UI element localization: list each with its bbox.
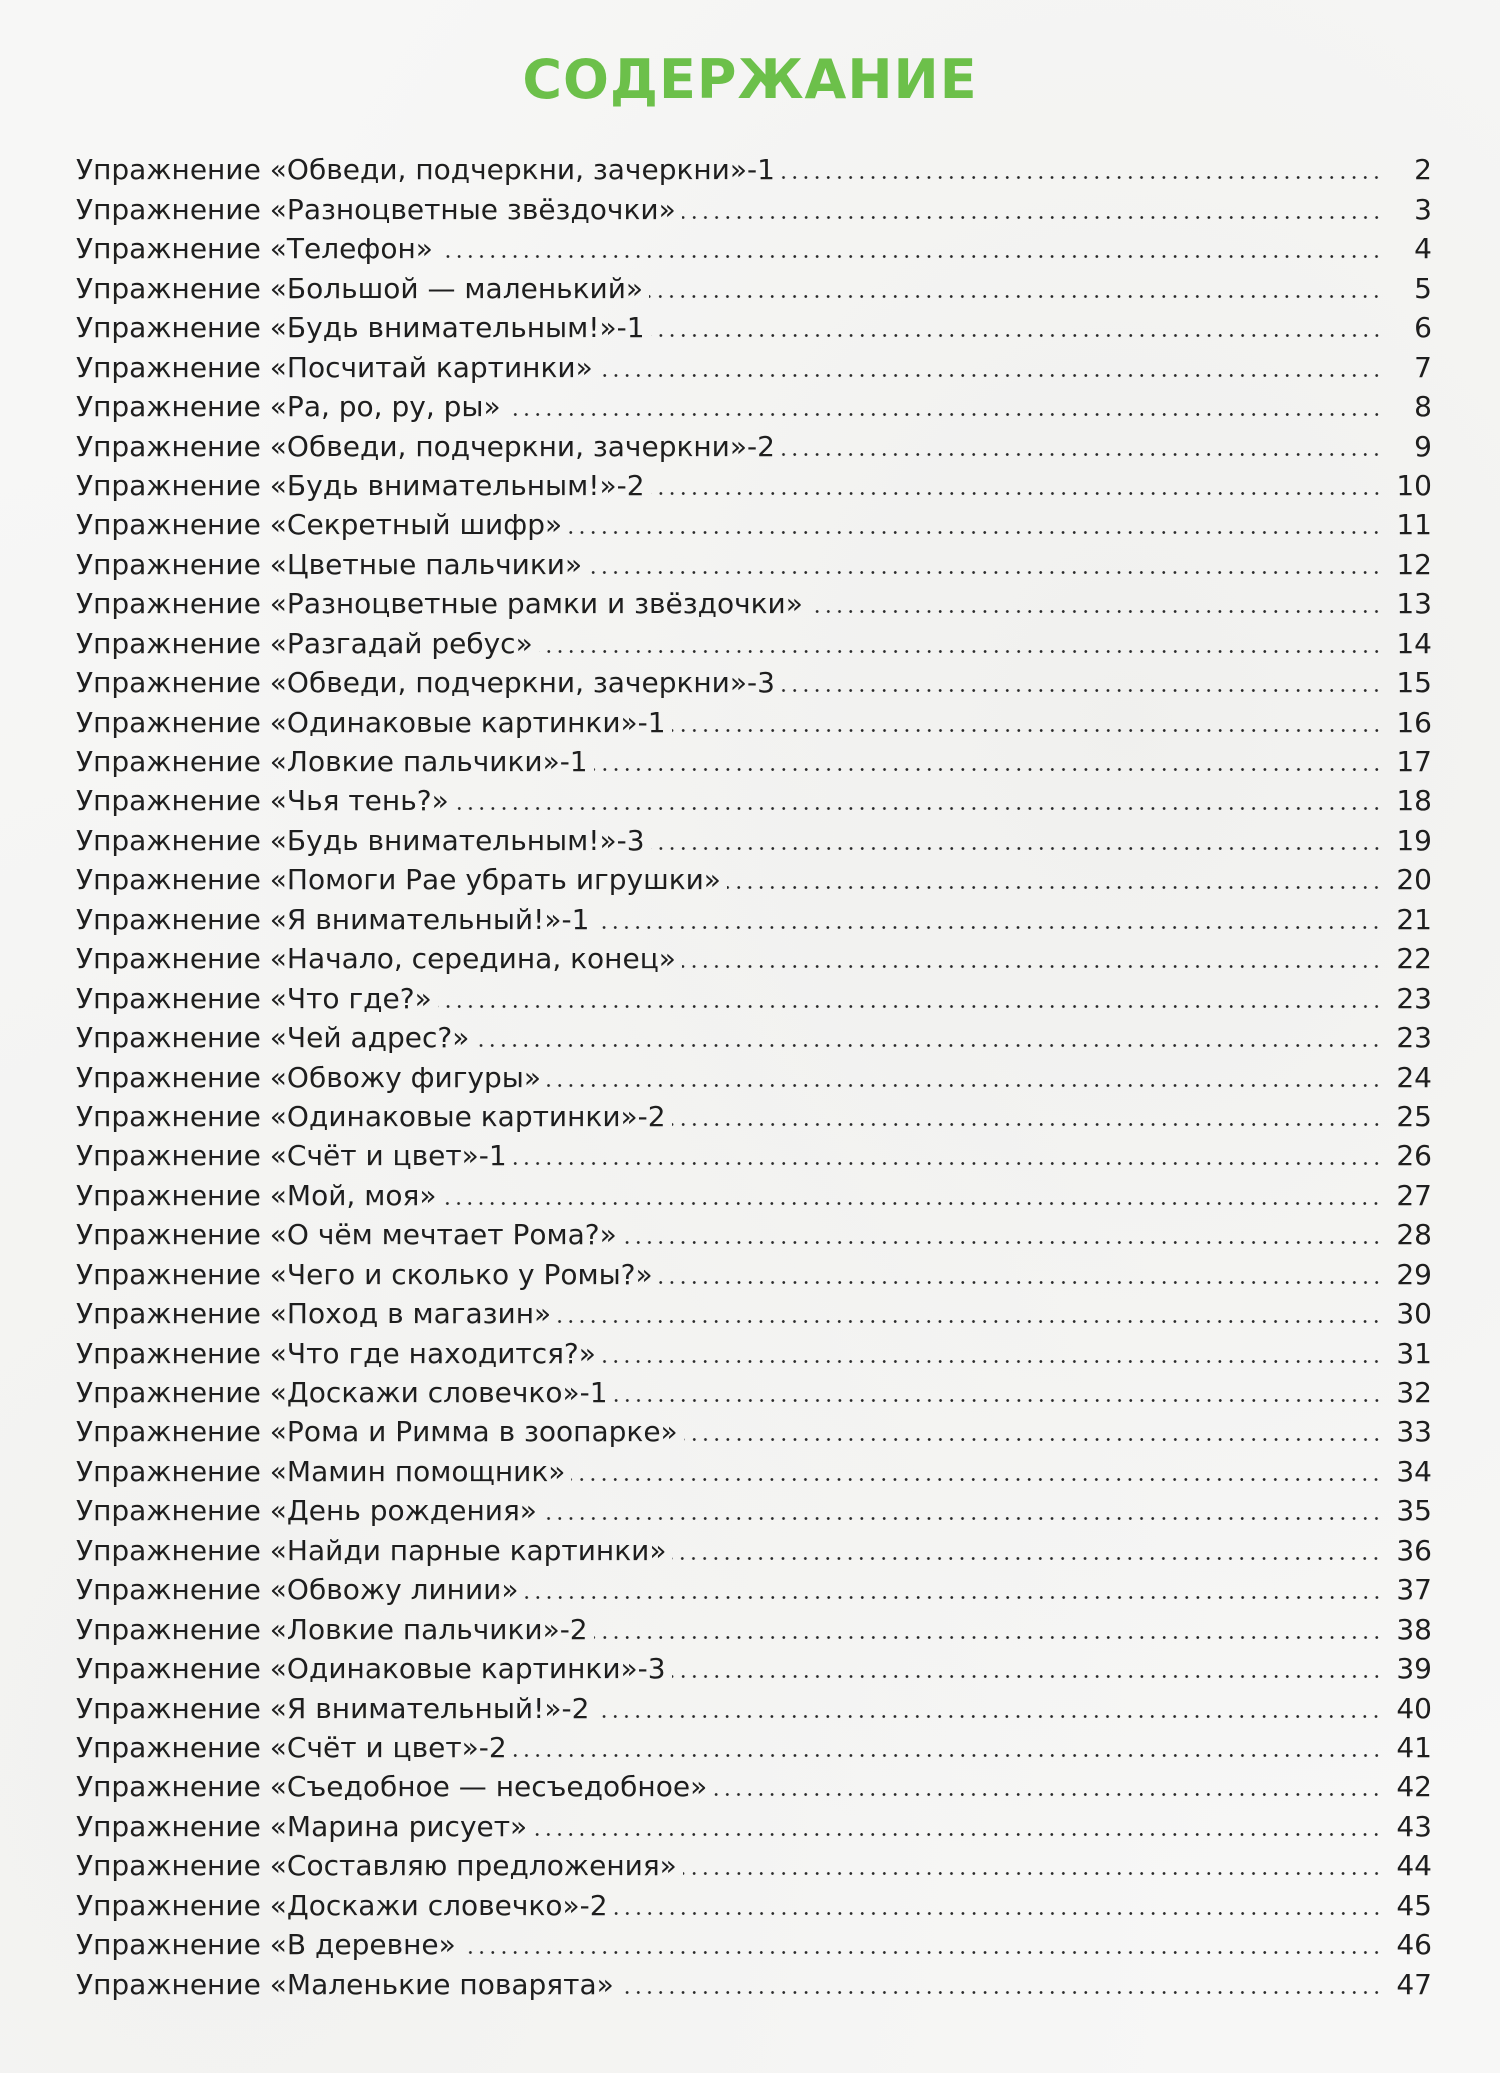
toc-entry — [76, 899, 1432, 938]
toc-entry-title — [76, 1255, 659, 1294]
toc-entry-prefix: Упражнение — [76, 626, 261, 660]
toc-entry-title — [76, 900, 595, 939]
toc-page-number: 2 — [1414, 153, 1432, 187]
toc-entry — [76, 978, 1432, 1017]
toc-dot-leader — [595, 926, 1382, 929]
toc-entry-title — [76, 1097, 672, 1136]
toc-entry — [76, 1215, 1432, 1254]
toc-entry-name: «Обвожу линии» — [269, 1573, 519, 1607]
toc-entry-name: «Начало, середина, конец» — [269, 942, 676, 976]
toc-entry-name: «Поход в магазин» — [269, 1297, 552, 1331]
toc-entry — [76, 1412, 1432, 1451]
toc-entry-title — [76, 1373, 614, 1412]
toc-page-number: 3 — [1414, 192, 1432, 226]
toc-entry — [76, 308, 1432, 347]
toc-entry-prefix: Упражнение — [76, 192, 261, 226]
toc-entry-prefix: Упражнение — [76, 981, 261, 1015]
toc-entry-prefix: Упражнение — [76, 823, 261, 857]
toc-entry-title — [76, 1215, 623, 1254]
toc-entry-prefix: Упражнение — [76, 1928, 261, 1962]
toc-entry-name: «В деревне» — [269, 1928, 456, 1962]
toc-entry-title — [76, 860, 727, 899]
toc-page-number: 21 — [1396, 902, 1432, 936]
toc-entry-name: «Я внимательный!»-2 — [269, 1691, 590, 1725]
toc-entry-name: «Обведи, подчеркни, зачеркни»-3 — [269, 666, 775, 700]
toc-entry-prefix: Упражнение — [76, 1021, 261, 1055]
toc-entry-title — [76, 979, 438, 1018]
toc-page-number: 42 — [1396, 1770, 1432, 1804]
toc-entry — [76, 466, 1432, 505]
toc-entry — [76, 1964, 1432, 2003]
table-of-contents — [76, 150, 1432, 2004]
toc-entry-title — [76, 1412, 684, 1451]
toc-entry — [76, 1925, 1432, 1964]
toc-page-number: 30 — [1396, 1297, 1432, 1331]
toc-entry-title — [76, 1767, 713, 1806]
toc-entry-name: «О чём мечтает Рома?» — [269, 1218, 617, 1252]
toc-page-number: 8 — [1414, 390, 1432, 424]
toc-dot-leader — [659, 1281, 1382, 1284]
toc-entry-name: «Счёт и цвет»-1 — [269, 1139, 507, 1173]
toc-entry — [76, 387, 1432, 426]
toc-entry-name: «Маленькие поварята» — [269, 1967, 614, 2001]
toc-entry-prefix: Упражнение — [76, 784, 261, 818]
toc-entry-title — [76, 1531, 672, 1570]
toc-page-number: 23 — [1396, 981, 1432, 1015]
toc-entry-name: «Цветные пальчики» — [269, 547, 583, 581]
toc-entry-name: «Что где?» — [269, 981, 432, 1015]
toc-dot-leader — [651, 334, 1382, 337]
toc-entry-prefix: Упражнение — [76, 1730, 261, 1764]
toc-entry-prefix: Упражнение — [76, 1178, 261, 1212]
toc-entry — [76, 742, 1432, 781]
toc-entry-name: «Телефон» — [269, 232, 433, 266]
toc-entry-prefix: Упражнение — [76, 1888, 261, 1922]
toc-entry — [76, 1846, 1432, 1885]
toc-page-number: 14 — [1396, 626, 1432, 660]
toc-entry — [76, 1451, 1432, 1490]
toc-entry-title — [76, 781, 455, 820]
toc-page-number: 36 — [1396, 1533, 1432, 1567]
toc-entry-prefix: Упражнение — [76, 429, 261, 463]
toc-entry-prefix: Упражнение — [76, 232, 261, 266]
toc-entry — [76, 1609, 1432, 1648]
toc-entry — [76, 1806, 1432, 1845]
toc-entry-prefix: Упражнение — [76, 1770, 261, 1804]
toc-entry-name: «Будь внимательным!»-2 — [269, 468, 645, 502]
toc-entry — [76, 268, 1432, 307]
toc-entry-prefix: Упражнение — [76, 1849, 261, 1883]
toc-page-number: 18 — [1396, 784, 1432, 818]
toc-entry-title — [76, 1886, 614, 1925]
toc-page-number: 43 — [1396, 1809, 1432, 1843]
toc-entry-prefix: Упражнение — [76, 153, 261, 187]
toc-entry-prefix: Упражнение — [76, 1139, 261, 1173]
toc-entry-prefix: Упражнение — [76, 1612, 261, 1646]
toc-entry-name: «День рождения» — [269, 1494, 537, 1528]
toc-dot-leader — [713, 1793, 1382, 1796]
toc-page-number: 10 — [1396, 468, 1432, 502]
toc-entry — [76, 781, 1432, 820]
toc-entry — [76, 584, 1432, 623]
toc-page-number: 39 — [1396, 1652, 1432, 1686]
toc-dot-leader — [439, 255, 1382, 258]
toc-entry — [76, 663, 1432, 702]
toc-page-number: 35 — [1396, 1494, 1432, 1528]
toc-entry-prefix: Упражнение — [76, 666, 261, 700]
toc-entry — [76, 544, 1432, 583]
toc-page-number: 5 — [1414, 271, 1432, 305]
toc-page-number: 25 — [1396, 1099, 1432, 1133]
toc-page-number: 22 — [1396, 942, 1432, 976]
toc-dot-leader — [672, 729, 1382, 732]
toc-page-number: 13 — [1396, 587, 1432, 621]
toc-dot-leader — [475, 1044, 1382, 1047]
toc-dot-leader — [525, 1596, 1383, 1599]
toc-page-number: 28 — [1396, 1218, 1432, 1252]
toc-dot-leader — [614, 1912, 1382, 1915]
toc-entry — [76, 623, 1432, 662]
toc-dot-leader — [568, 531, 1382, 534]
toc-entry-name: «Ра, ро, ру, ры» — [269, 390, 501, 424]
toc-entry-name: «Доскажи словечко»-1 — [269, 1376, 608, 1409]
toc-entry-prefix: Упражнение — [76, 1454, 261, 1488]
toc-page-number: 44 — [1396, 1849, 1432, 1883]
toc-entry-title — [76, 1018, 475, 1057]
toc-dot-leader — [672, 1557, 1382, 1560]
toc-entry — [76, 1649, 1432, 1688]
toc-dot-leader — [781, 689, 1382, 692]
toc-page-number: 17 — [1396, 745, 1432, 778]
toc-entry-title — [76, 821, 651, 860]
toc-dot-leader — [614, 1399, 1382, 1402]
toc-entry-prefix: Упражнение — [76, 1573, 261, 1607]
toc-dot-leader — [672, 1675, 1382, 1678]
toc-entry — [76, 1767, 1432, 1806]
toc-heading: СОДЕРЖАНИЕ — [522, 48, 978, 111]
toc-dot-leader — [672, 1123, 1382, 1126]
toc-entry-prefix: Упражнение — [76, 1257, 261, 1291]
toc-page-number: 9 — [1414, 429, 1432, 463]
toc-dot-leader — [682, 965, 1382, 968]
toc-dot-leader — [543, 1517, 1382, 1520]
toc-dot-leader — [557, 1320, 1382, 1323]
toc-entry-prefix: Упражнение — [76, 468, 261, 502]
toc-entry-prefix: Упражнение — [76, 902, 261, 936]
toc-dot-leader — [781, 176, 1382, 179]
toc-page-number: 40 — [1396, 1691, 1432, 1725]
toc-entry — [76, 1728, 1432, 1767]
toc-entry-title — [76, 545, 588, 584]
toc-dot-leader — [571, 1478, 1382, 1481]
toc-entry — [76, 347, 1432, 386]
toc-dot-leader — [602, 1360, 1382, 1363]
toc-entry — [76, 1570, 1432, 1609]
toc-entry-name: «Ловкие пальчики»-1 — [269, 745, 588, 778]
toc-entry-prefix: Упражнение — [76, 1415, 261, 1449]
toc-entry-name: «Обведи, подчеркни, зачеркни»-2 — [269, 429, 775, 463]
toc-entry — [76, 229, 1432, 268]
toc-entry — [76, 1333, 1432, 1372]
toc-dot-leader — [595, 1715, 1382, 1718]
toc-entry-name: «Разгадай ребус» — [269, 626, 533, 660]
toc-page-number: 20 — [1396, 863, 1432, 897]
toc-entry-prefix: Упражнение — [76, 311, 261, 345]
toc-dot-leader — [588, 571, 1382, 574]
toc-entry — [76, 1136, 1432, 1175]
toc-page-number: 31 — [1396, 1336, 1432, 1370]
toc-page-number: 41 — [1396, 1730, 1432, 1764]
toc-dot-leader — [462, 1951, 1382, 1954]
toc-page-number: 45 — [1396, 1888, 1432, 1922]
toc-dot-leader — [533, 1833, 1382, 1836]
toc-entry-prefix: Упражнение — [76, 1376, 261, 1409]
toc-entry-name: «Съедобное — несъедобное» — [269, 1770, 708, 1804]
toc-entry-title — [76, 703, 672, 742]
toc-entry-name: «Секретный шифр» — [269, 508, 563, 542]
toc-entry-title — [76, 1689, 595, 1728]
toc-entry-prefix: Упражнение — [76, 863, 261, 897]
toc-entry-prefix: Упражнение — [76, 1336, 261, 1370]
toc-entry-name: «Я внимательный!»-1 — [269, 902, 590, 936]
toc-entry-prefix: Упражнение — [76, 1218, 261, 1252]
toc-entry-title — [76, 1610, 594, 1649]
toc-entry-name: «Составляю предложения» — [269, 1849, 677, 1883]
toc-entry — [76, 1885, 1432, 1924]
toc-entry-title — [76, 1294, 557, 1333]
toc-entry-name: «Будь внимательным!»-1 — [269, 311, 645, 345]
toc-entry-title — [76, 1491, 543, 1530]
toc-entry-name: «Одинаковые картинки»-3 — [269, 1652, 666, 1686]
toc-page-number: 12 — [1396, 547, 1432, 581]
toc-page-number: 6 — [1414, 311, 1432, 345]
toc-entry-title — [76, 1176, 442, 1215]
toc-entry-title — [76, 1136, 513, 1175]
toc-page-number: 26 — [1396, 1139, 1432, 1173]
toc-entry — [76, 426, 1432, 465]
toc-entry — [76, 189, 1432, 228]
toc-page-number: 7 — [1414, 350, 1432, 384]
toc-dot-leader — [513, 1754, 1382, 1757]
toc-entry-title — [76, 1807, 533, 1846]
toc-entry-title — [76, 1728, 513, 1767]
toc-entry-prefix: Упражнение — [76, 705, 261, 739]
toc-entry-name: «Мамин помощник» — [269, 1454, 566, 1488]
toc-entry — [76, 702, 1432, 741]
toc-entry-name: «Чего и сколько у Ромы?» — [269, 1257, 653, 1291]
toc-entry-prefix: Упражнение — [76, 1691, 261, 1725]
toc-entry-name: «Большой — маленький» — [269, 271, 644, 305]
toc-entry — [76, 1491, 1432, 1530]
toc-dot-leader — [442, 1202, 1382, 1205]
toc-entry-name: «Ловкие пальчики»-2 — [269, 1612, 588, 1646]
toc-entry — [76, 1530, 1432, 1569]
toc-dot-leader — [455, 807, 1382, 810]
toc-entry-title — [76, 190, 682, 229]
toc-entry-prefix: Упражнение — [76, 1099, 261, 1133]
toc-entry-title — [76, 229, 439, 268]
toc-dot-leader — [513, 1162, 1382, 1165]
toc-entry — [76, 820, 1432, 859]
toc-entry-prefix: Упражнение — [76, 942, 261, 976]
toc-entry-title — [76, 742, 594, 781]
toc-entry-name: «Одинаковые картинки»-2 — [269, 1099, 666, 1133]
toc-page-number: 16 — [1396, 705, 1432, 739]
toc-dot-leader — [620, 1991, 1382, 1994]
toc-page-number: 47 — [1396, 1967, 1432, 2001]
toc-entry — [76, 1057, 1432, 1096]
toc-entry-prefix: Упражнение — [76, 587, 261, 621]
toc-dot-leader — [727, 886, 1382, 889]
toc-entry-name: «Разноцветные рамки и звёздочки» — [269, 587, 803, 621]
toc-dot-leader — [682, 216, 1382, 219]
toc-entry-title — [76, 387, 507, 426]
toc-page-number: 37 — [1396, 1573, 1432, 1607]
toc-entry-title — [76, 427, 781, 466]
toc-entry-title — [76, 1334, 602, 1373]
toc-dot-leader — [594, 768, 1382, 771]
toc-entry-prefix: Упражнение — [76, 745, 261, 778]
toc-entry — [76, 505, 1432, 544]
toc-entry-name: «Что где находится?» — [269, 1336, 596, 1370]
toc-entry-title — [76, 663, 781, 702]
toc-entry-name: «Доскажи словечко»-2 — [269, 1888, 608, 1922]
toc-entry-name: «Чья тень?» — [269, 784, 449, 818]
toc-page-number: 32 — [1396, 1376, 1432, 1409]
toc-entry-name: «Обвожу фигуры» — [269, 1060, 541, 1094]
toc-entry — [76, 1254, 1432, 1293]
toc-page-number: 38 — [1396, 1612, 1432, 1646]
toc-page-number: 19 — [1396, 823, 1432, 857]
toc-page-number: 46 — [1396, 1928, 1432, 1962]
toc-entry-prefix: Упражнение — [76, 350, 261, 384]
toc-dot-leader — [599, 374, 1382, 377]
toc-page-number: 4 — [1414, 232, 1432, 266]
toc-entry-title — [76, 584, 809, 623]
toc-dot-leader — [623, 1241, 1382, 1244]
toc-entry-prefix: Упражнение — [76, 390, 261, 424]
toc-dot-leader — [594, 1636, 1382, 1639]
toc-entry — [76, 1175, 1432, 1214]
toc-dot-leader — [547, 1084, 1382, 1087]
toc-page-number: 11 — [1396, 508, 1432, 542]
toc-page-number: 24 — [1396, 1060, 1432, 1094]
toc-entry-prefix: Упражнение — [76, 547, 261, 581]
toc-dot-leader — [438, 1005, 1382, 1008]
toc-entry-name: «Марина рисует» — [269, 1809, 528, 1843]
toc-entry-prefix: Упражнение — [76, 1297, 261, 1331]
toc-entry-name: «Помоги Рае убрать игрушки» — [269, 863, 721, 897]
toc-entry — [76, 150, 1432, 189]
toc-entry-title — [76, 1846, 683, 1885]
toc-entry-title — [76, 150, 781, 189]
toc-page-number: 33 — [1396, 1415, 1432, 1449]
toc-entry-name: «Разноцветные звёздочки» — [269, 192, 676, 226]
toc-entry-title — [76, 939, 682, 978]
toc-entry-prefix: Упражнение — [76, 508, 261, 542]
toc-dot-leader — [651, 492, 1382, 495]
toc-entry-prefix: Упражнение — [76, 1494, 261, 1528]
toc-entry-prefix: Упражнение — [76, 1060, 261, 1094]
toc-entry — [76, 860, 1432, 899]
toc-entry-title — [76, 624, 539, 663]
toc-dot-leader — [809, 610, 1382, 613]
toc-dot-leader — [651, 847, 1382, 850]
toc-entry-name: «Обведи, подчеркни, зачеркни»-1 — [269, 153, 775, 187]
toc-entry — [76, 1373, 1432, 1412]
toc-entry-prefix: Упражнение — [76, 1809, 261, 1843]
toc-entry-prefix: Упражнение — [76, 1967, 261, 2001]
toc-entry-title — [76, 269, 649, 308]
toc-entry-prefix: Упражнение — [76, 1652, 261, 1686]
toc-entry-name: «Счёт и цвет»-2 — [269, 1730, 507, 1764]
toc-page-number: 23 — [1396, 1021, 1432, 1055]
toc-entry-name: «Будь внимательным!»-3 — [269, 823, 645, 857]
toc-entry-prefix: Упражнение — [76, 1533, 261, 1567]
toc-dot-leader — [507, 413, 1382, 416]
toc-entry — [76, 1688, 1432, 1727]
toc-entry-title — [76, 466, 651, 505]
toc-entry-title — [76, 1058, 547, 1097]
toc-entry-name: «Рома и Римма в зоопарке» — [269, 1415, 678, 1449]
toc-dot-leader — [683, 1872, 1382, 1875]
toc-page-number: 15 — [1396, 666, 1432, 700]
toc-dot-leader — [539, 650, 1382, 653]
toc-entry-title — [76, 1965, 620, 2004]
toc-dot-leader — [781, 453, 1382, 456]
toc-dot-leader — [649, 295, 1382, 298]
toc-entry — [76, 939, 1432, 978]
toc-entry-title — [76, 348, 599, 387]
toc-entry-title — [76, 1649, 672, 1688]
toc-entry — [76, 1294, 1432, 1333]
toc-entry-name: «Одинаковые картинки»-1 — [269, 705, 666, 739]
toc-page-number: 29 — [1396, 1257, 1432, 1291]
toc-entry — [76, 1097, 1432, 1136]
toc-entry-title — [76, 1570, 525, 1609]
toc-entry-title — [76, 505, 568, 544]
toc-entry-name: «Посчитай картинки» — [269, 350, 593, 384]
toc-entry — [76, 1018, 1432, 1057]
toc-entry-name: «Найди парные картинки» — [269, 1533, 667, 1567]
toc-page-number: 34 — [1396, 1454, 1432, 1488]
toc-entry-name: «Мой, моя» — [269, 1178, 437, 1212]
toc-entry-title — [76, 308, 651, 347]
toc-entry-name: «Чей адрес?» — [269, 1021, 470, 1055]
toc-dot-leader — [684, 1438, 1382, 1441]
toc-entry-title — [76, 1925, 462, 1964]
toc-page-number: 27 — [1396, 1178, 1432, 1212]
toc-entry-title — [76, 1452, 571, 1491]
toc-entry-prefix: Упражнение — [76, 271, 261, 305]
